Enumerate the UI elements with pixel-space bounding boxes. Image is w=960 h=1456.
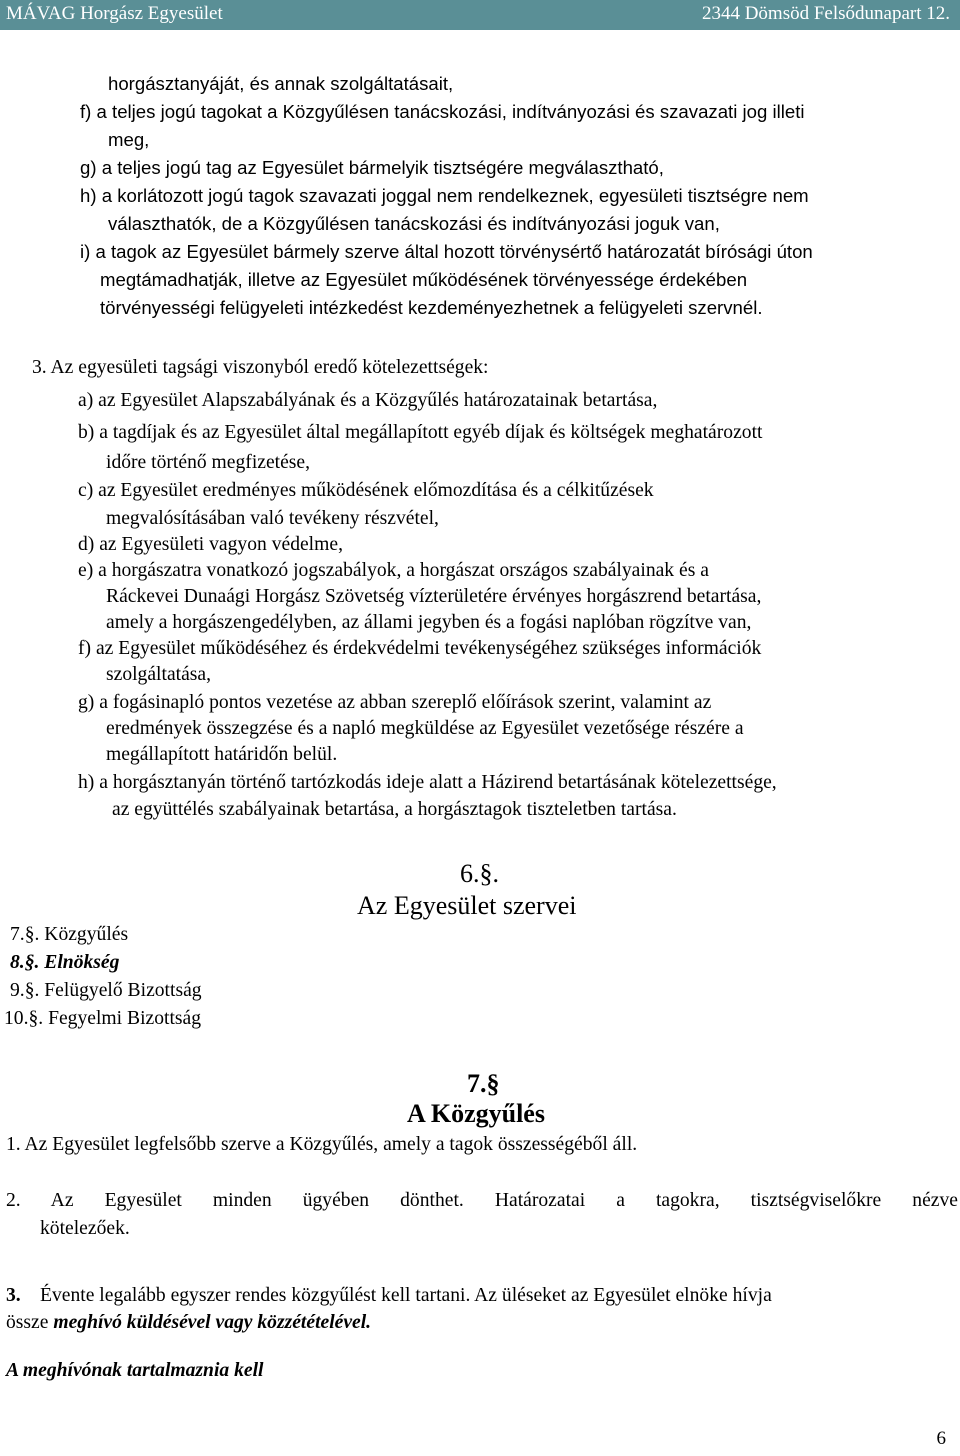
header-address: 2344 Dömsöd Felsődunapart 12. [701,3,950,24]
organ-item-fegyelmi: 10.§. Fegyelmi Bizottság [4,1008,202,1029]
obligation-g-line3: megállapított határidőn belül. [106,744,338,765]
obligation-a: a) az Egyesület Alapszabályának és a Közgyűlés határozatainak betartása, [78,390,658,411]
obligation-b-line2: időre történő megfizetése, [106,452,311,473]
kozgyules-p3-line1: Évente legalább egyszer rendes közgyűlést kell tartani. Az üléseket az Egyesület elnöke hívja [40,1285,772,1306]
kozgyules-p3-emphasis: meghívó küldésével vagy közzétételével. [53,1312,372,1333]
section6-title: Az Egyesület szervei [357,891,577,920]
obligation-c-line1: c) az Egyesület eredményes működésének előmozdítása és a célkitűzések [78,480,654,501]
organ-item-elnokseg: 8.§. Elnökség [10,952,120,973]
rights-i-line1: i) a tagok az Egyesület bármely szerve által hozott törvénysértő határozatát bírósági úton [80,241,813,262]
rights-f-line1: f) a teljes jogú tagokat a Közgyűlésen tanácskozási, indítványozási és szavazati jog illeti [80,101,805,122]
organ-item-felugyelo: 9.§. Felügyelő Bizottság [10,980,202,1001]
obligation-e-line1: e) a horgászatra vonatkozó jogszabályok, a horgászat országos szabályainak és a [78,560,709,581]
invite-contents-heading: A meghívónak tartalmaznia kell [6,1360,264,1381]
obligation-g-line2: eredmények összegzése és a napló megküldése az Egyesület vezetősége részére a [106,718,744,739]
obligation-f-line1: f) az Egyesület működéséhez és érdekvédelmi tevékenységéhez szükséges információk [78,638,762,659]
obligation-h-line2: az együttélés szabályainak betartása, a horgásztagok tiszteletben tartása. [112,799,677,820]
rights-f-line2: meg, [108,129,150,150]
rights-i-line3: törvényességi felügyeleti intézkedést kezdeményezhetnek a felügyeleti szervnél. [100,297,763,318]
section7-number: 7.§ [467,1069,500,1098]
obligation-h-line1: h) a horgásztanyán történő tartózkodás ideje alatt a Házirend betartásának kötelezettsége, [78,772,777,793]
obligation-d: d) az Egyesületi vagyon védelme, [78,534,343,555]
obligation-g-line1: g) a fogásinapló pontos vezetése az abban szereplő előírások szerint, valamint az [78,692,712,713]
obligation-f-line2: szolgáltatása, [106,664,212,685]
page-header [0,0,960,30]
obligations-title: 3. Az egyesületi tagsági viszonyból eredő kötelezettségek: [32,357,489,378]
rights-h-line2: választhatók, de a Közgyűlésen tanácskozási és indítványozási joguk van, [108,213,720,234]
rights-h-line1: h) a korlátozott jogú tagok szavazati joggal nem rendelkeznek, egyesületi tisztségre nem [80,185,809,206]
header-org-name: MÁVAG Horgász Egyesület [6,3,223,24]
obligation-e-line2: Ráckevei Dunaági Horgász Szövetség vízterületére érvényes horgászrend betartása, [106,586,762,607]
kozgyules-p3-line2 [6,1311,371,1335]
section6-number: 6.§. [460,859,499,888]
page-number: 6 [936,1428,946,1449]
rights-g: g) a teljes jogú tag az Egyesület bármelyik tisztségére megválasztható, [80,157,664,178]
rights-e-cont: horgásztanyáját, és annak szolgáltatásait, [108,73,454,94]
obligation-e-line3: amely a horgászengedélyben, az állami jegyben és a fogási naplóban rögzítve van, [106,612,752,633]
kozgyules-p3-number: 3. [6,1285,21,1306]
kozgyules-p1: 1. Az Egyesület legfelsőbb szerve a Közgyűlés, amely a tagok összességéből áll. [6,1134,638,1155]
kozgyules-p3-plain: össze [6,1312,54,1333]
kozgyules-p2-line1: 2. Az Egyesület minden ügyében dönthet. Határozatai a tagokra, tisztségviselőkre nézve [6,1190,958,1211]
obligation-c-line2: megvalósításában való tevékeny részvétel, [106,508,439,529]
section7-title: A Közgyűlés [407,1099,545,1128]
organ-item-kozgyules: 7.§. Közgyűlés [10,924,129,945]
obligation-b-line1: b) a tagdíjak és az Egyesület által megállapított egyéb díjak és költségek meghatározott [78,422,763,443]
rights-i-line2: megtámadhatják, illetve az Egyesület működésének törvényessége érdekében [100,269,748,290]
kozgyules-p2-line2: kötelezőek. [40,1218,130,1239]
